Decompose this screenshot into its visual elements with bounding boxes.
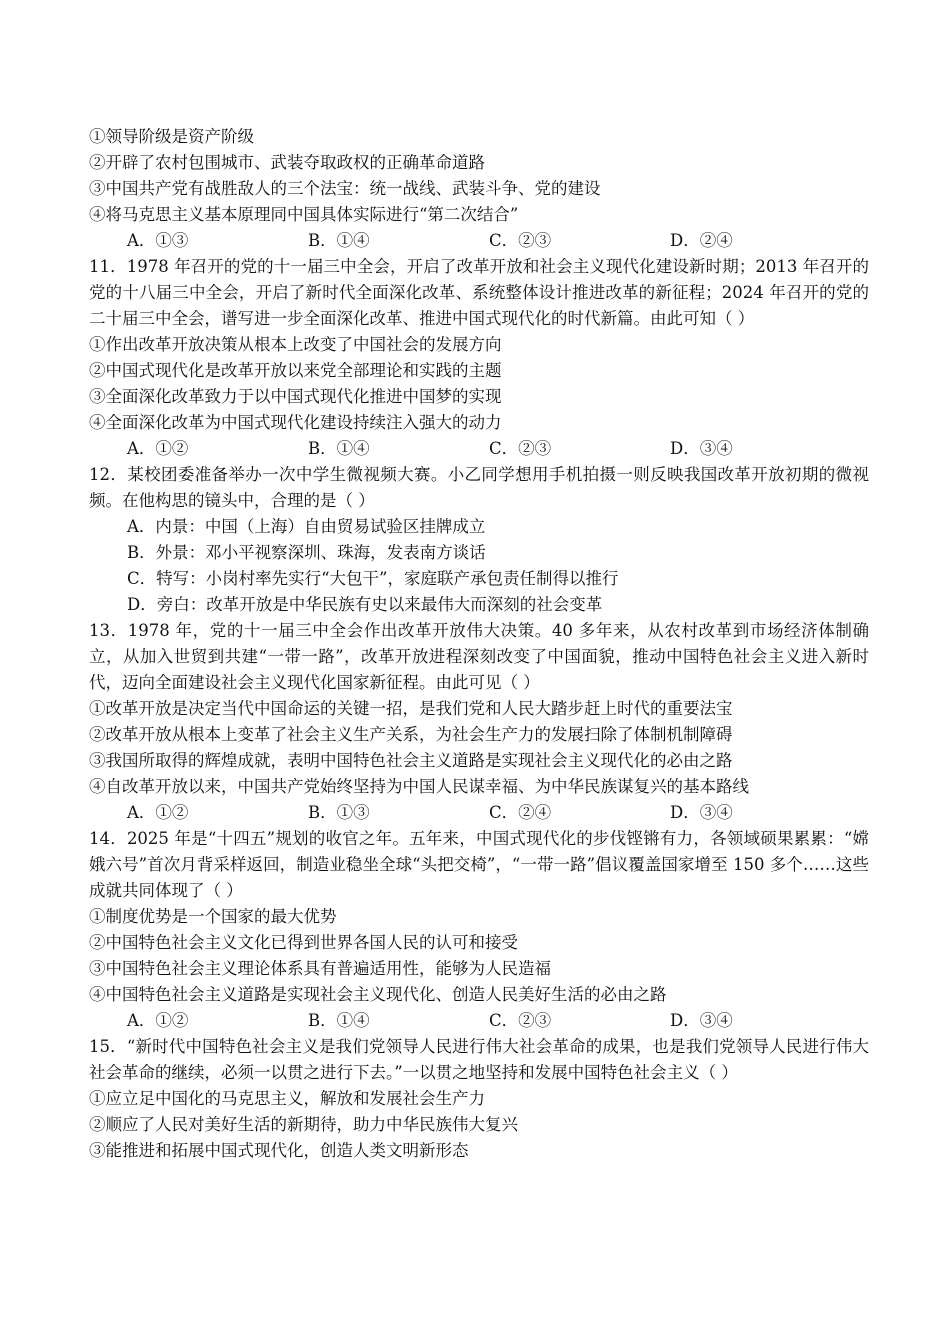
statement: ③中国共产党有战胜敌人的三个法宝：统一战线、武装斗争、党的建设 [89,179,601,198]
statement: ③全面深化改革致力于以中国式现代化推进中国梦的实现 [89,387,502,406]
question-14 [89,826,869,1034]
statement: ①改革开放是决定当代中国命运的关键一招，是我们党和人民大踏步赶上时代的重要法宝 [89,699,733,718]
option-c: C．②③ [489,231,552,250]
answer-options [89,800,869,826]
answer-options [89,228,869,254]
statement: ④自改革开放以来，中国共产党始终坚持为中国人民谋幸福、为中华民族谋复兴的基本路线 [89,777,749,796]
statement: ①制度优势是一个国家的最大优势 [89,907,337,926]
option-d: D．③④ [670,1011,733,1030]
choice-d: D．旁白：改革开放是中华民族有史以来最伟大而深刻的社会变革 [127,595,603,614]
option-b: B．①④ [308,231,370,250]
statement: ①领导阶级是资产阶级 [89,127,254,146]
statement: ①应立足中国化的马克思主义，解放和发展社会生产力 [89,1089,485,1108]
option-d: D．③④ [670,803,733,822]
question-10-tail [89,124,869,254]
statement: ③我国所取得的辉煌成就，表明中国特色社会主义道路是实现社会主义现代化的必由之路 [89,751,733,770]
statement: ④全面深化改革为中国式现代化建设持续注入强大的动力 [89,413,502,432]
statement: ③中国特色社会主义理论体系具有普遍适用性，能够为人民造福 [89,959,551,978]
statement: ②中国式现代化是改革开放以来党全部理论和实践的主题 [89,361,502,380]
question-11 [89,254,869,462]
statement: ③能推进和拓展中国式现代化，创造人类文明新形态 [89,1141,469,1160]
statement: ④将马克思主义基本原理同中国具体实际进行“第二次结合” [89,205,519,224]
option-b: B．①④ [308,1011,370,1030]
choice-c: C．特写：小岗村率先实行“大包干”，家庭联产承包责任制得以推行 [127,569,619,588]
option-a: A．①② [127,803,189,822]
question-13 [89,618,869,826]
answer-options [89,1008,869,1034]
choice-b: B．外景：邓小平视察深圳、珠海，发表南方谈话 [127,543,486,562]
choice-a: A．内景：中国（上海）自由贸易试验区挂牌成立 [127,517,486,536]
option-d: D．③④ [670,439,733,458]
option-a: A．①② [127,439,189,458]
exam-content [89,124,869,1164]
question-12 [89,462,869,618]
statement: ②中国特色社会主义文化已得到世界各国人民的认可和接受 [89,933,518,952]
option-b: B．①③ [308,803,370,822]
option-d: D．②④ [670,231,733,250]
option-b: B．①④ [308,439,370,458]
statement: ②改革开放从根本上变革了社会主义生产关系，为社会生产力的发展扫除了体制机制障碍 [89,725,733,744]
question-stem: 12．某校团委准备举办一次中学生微视频大赛。小乙同学想用手机拍摄一则反映我国改革开放初期的微视频。在他构思的镜头中，合理的是（ ） [89,465,869,510]
question-stem: 13．1978 年，党的十一届三中全会作出改革开放伟大决策。40 多年来，从农村改革到市场经济体制确立，从加入世贸到共建“一带一路”，改革开放进程深刻改变了中国面貌，推动中国特色社会主义进入新时代，迈向全面建设社会主义现代化国家新征程。由此可见（ ） [89,621,869,692]
question-stem: 14．2025 年是“十四五”规划的收官之年。五年来，中国式现代化的步伐铿锵有力，各领域硕果累累：“嫦娥六号”首次月背采样返回，制造业稳坐全球“头把交椅”，“一带一路”倡议覆盖国家增至 150 多个……这些成就共同体现了（ ） [89,829,869,900]
question-15 [89,1034,869,1164]
question-stem: 11．1978 年召开的党的十一届三中全会，开启了改革开放和社会主义现代化建设新时期；2013 年召开的党的十八届三中全会，开启了新时代全面深化改革、系统整体设计推进改革的新征程；2024 年召开的党的二十届三中全会，谱写进一步全面深化改革、推进中国式现代化的时代新篇。由此可知（ ） [89,257,869,328]
statement: ④中国特色社会主义道路是实现社会主义现代化、创造人民美好生活的必由之路 [89,985,667,1004]
option-a: A．①③ [127,231,189,250]
option-c: C．②③ [489,439,552,458]
statement: ②开辟了农村包围城市、武装夺取政权的正确革命道路 [89,153,485,172]
statement: ②顺应了人民对美好生活的新期待，助力中华民族伟大复兴 [89,1115,518,1134]
option-c: C．②④ [489,803,552,822]
option-c: C．②③ [489,1011,552,1030]
option-a: A．①② [127,1011,189,1030]
statement: ①作出改革开放决策从根本上改变了中国社会的发展方向 [89,335,502,354]
question-stem: 15．“新时代中国特色社会主义是我们党领导人民进行伟大社会革命的成果，也是我们党领导人民进行伟大社会革命的继续，必须一以贯之进行下去。”一以贯之地坚持和发展中国特色社会主义（ ） [89,1037,869,1082]
answer-options [89,436,869,462]
